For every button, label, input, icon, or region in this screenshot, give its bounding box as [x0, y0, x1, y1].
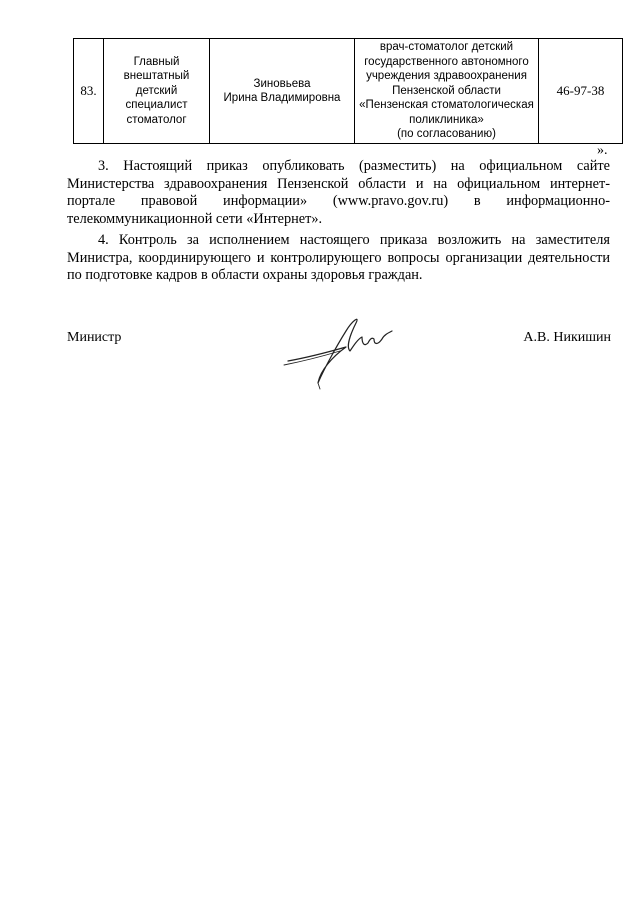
workplace-line: учреждения здравоохранения	[366, 70, 527, 83]
position-line: специалист	[125, 99, 188, 112]
signatory-title: Министр	[67, 330, 122, 345]
closing-quote-mark: ».	[597, 143, 608, 158]
workplace-line: государственного автономного	[364, 55, 529, 68]
handwritten-signature	[280, 295, 400, 390]
workplace-line: Пензенской области	[392, 84, 501, 97]
position-line: внештатный	[123, 70, 190, 83]
workplace-line: (по согласованию)	[397, 128, 496, 141]
position-line: стоматолог	[126, 113, 187, 126]
person-given-names: Ирина Владимировна	[223, 92, 341, 104]
workplace-line: врач-стоматолог детский	[379, 41, 514, 54]
position-line: детский	[135, 84, 178, 97]
person-cell	[210, 39, 355, 144]
table-row	[74, 39, 623, 144]
paragraph-4: 4. Контроль за исполнением настоящего приказа возложить на заместителя Министра, координирующего и контролирующего вопросы организации деятельности по подготовке кадров в области охраны здоровья граждан.	[67, 232, 610, 283]
workplace-cell	[355, 39, 539, 144]
position-cell	[104, 39, 210, 144]
paragraph-3: 3. Настоящий приказ опубликовать (разместить) на официальном сайте Министерства здравоохранения Пензенской области и на официальном интернет-портале правовой информации» (www.pravo.gov.ru) в информационно-телекоммуникационной сети «Интернет».	[67, 158, 610, 227]
person-surname: Зиновьева	[253, 77, 311, 90]
signatory-name: А.В. Никишин	[523, 330, 611, 345]
workplace-line: «Пензенская стоматологическая	[359, 99, 534, 112]
position-line: Главный	[133, 55, 180, 68]
phone-cell: 46-97-38	[539, 39, 623, 144]
row-number: 83.	[74, 39, 104, 144]
appointments-table	[73, 38, 623, 144]
workplace-line: поликлиника»	[409, 113, 484, 126]
